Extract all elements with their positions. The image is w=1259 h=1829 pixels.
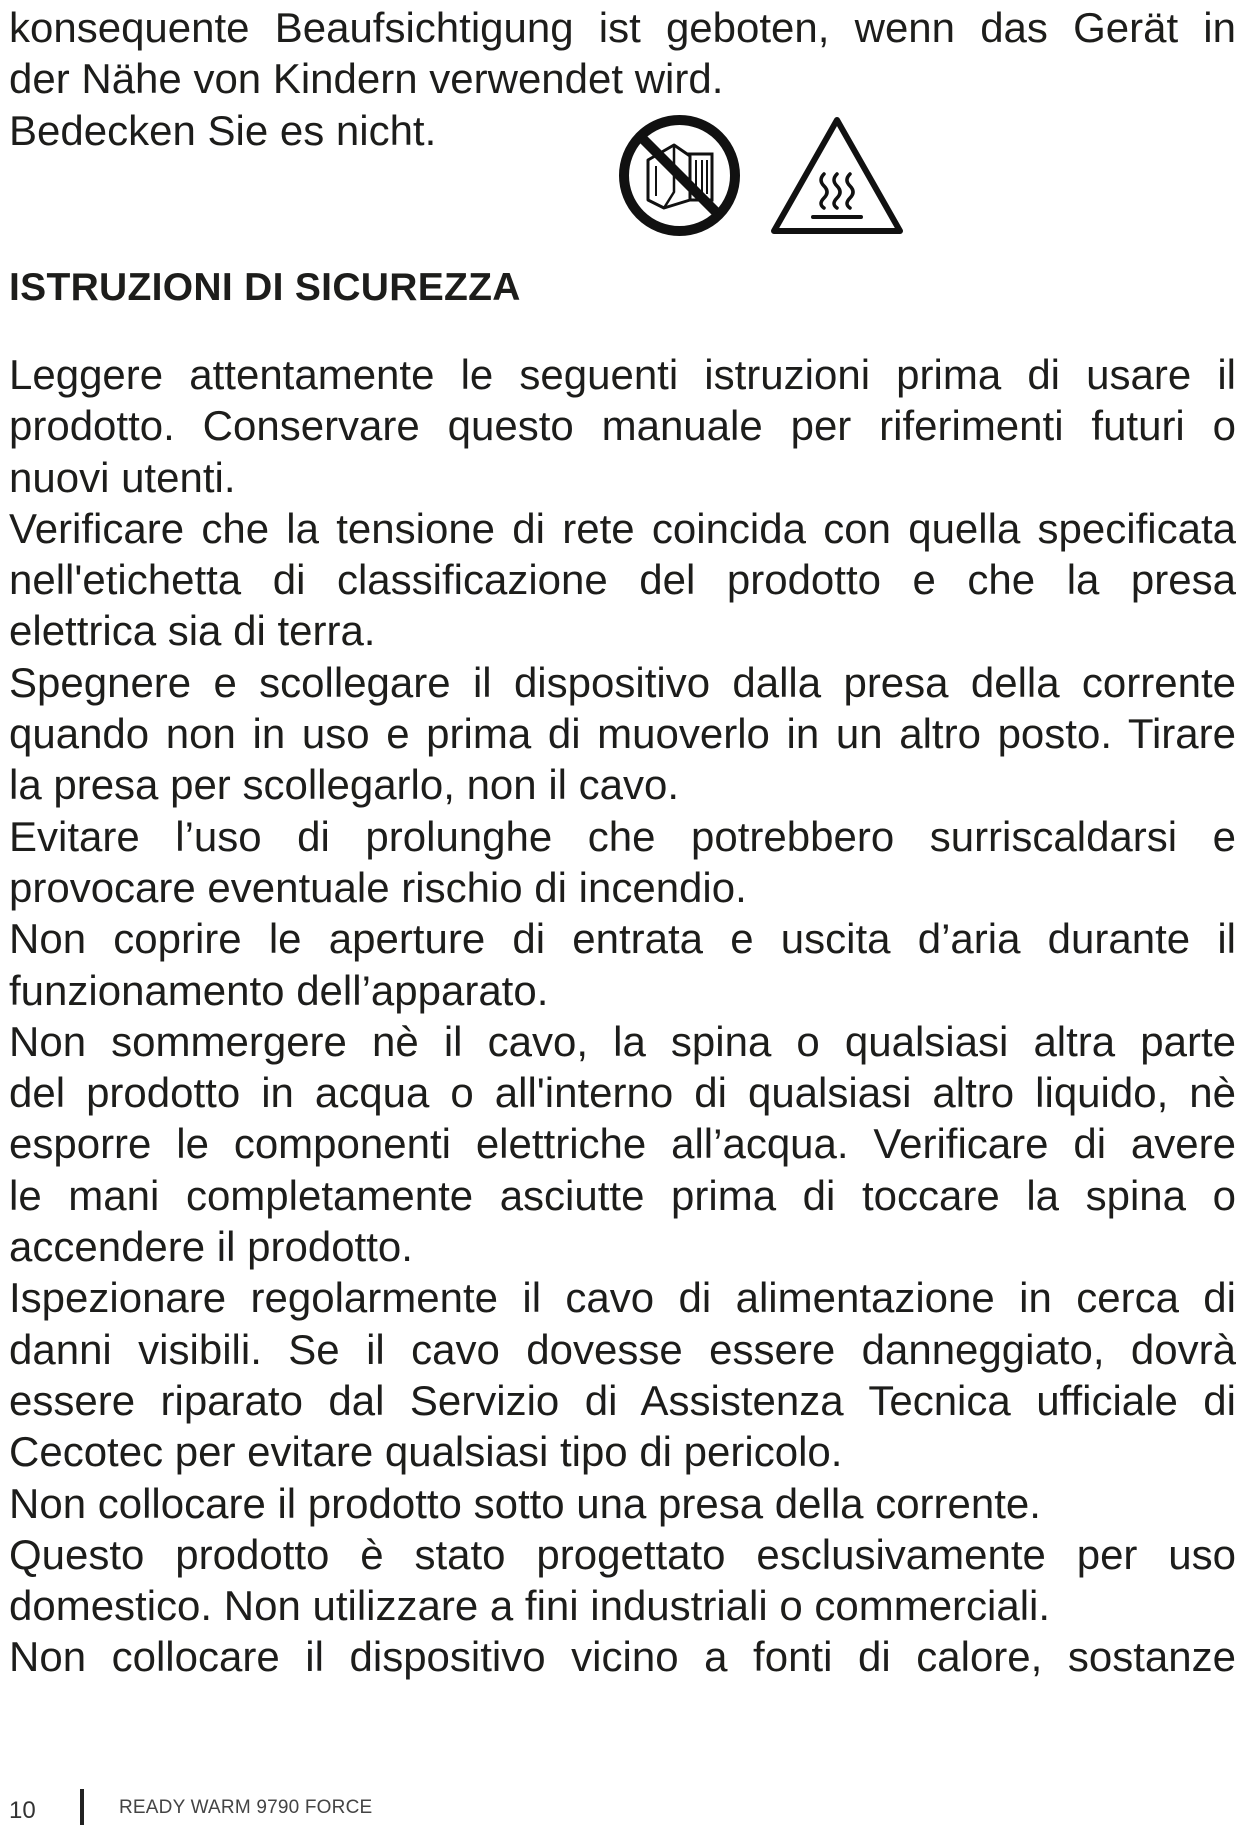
text-line: Verificare che la tensione di rete coincida con quella specificata	[9, 504, 1236, 552]
text-line: Evitare l’uso di prolunghe che potrebbero surriscaldarsi e	[9, 812, 1236, 860]
paragraph	[9, 811, 1236, 914]
text-line: Non collocare il dispositivo vicino a fonti di calore, sostanze	[9, 1633, 1236, 1681]
text-line: Cecotec per evitare qualsiasi tipo di pericolo.	[9, 1428, 843, 1476]
no-cover-icon	[618, 114, 741, 237]
paragraph	[9, 503, 1236, 657]
text-line: Ispezionare regolarmente il cavo di alimentazione in cerca di	[9, 1274, 1236, 1322]
paragraph	[9, 349, 1236, 503]
text-line: Non collocare il prodotto sotto una presa della corrente.	[9, 1479, 1041, 1527]
text-line: funzionamento dell’apparato.	[9, 966, 549, 1014]
paragraph	[9, 1631, 1236, 1682]
text-line: la presa per scollegarlo, non il cavo.	[9, 761, 680, 809]
text-line: prodotto. Conservare questo manuale per riferimenti futuri o	[9, 402, 1236, 450]
paragraph	[9, 2, 1236, 105]
text-line: danni visibili. Se il cavo dovesse essere danneggiato, dovrà	[9, 1325, 1236, 1373]
footer-divider	[80, 1789, 84, 1825]
text-line: accendere il prodotto.	[9, 1223, 413, 1271]
text-line: nuovi utenti.	[9, 453, 236, 501]
text-line: Questo prodotto è stato progettato esclusivamente per uso	[9, 1530, 1236, 1578]
text-line: essere riparato dal Servizio di Assistenza Tecnica ufficiale di	[9, 1376, 1236, 1424]
text-line: elettrica sia di terra.	[9, 607, 376, 655]
text-line: provocare eventuale rischio di incendio.	[9, 863, 747, 911]
hot-surface-icon	[769, 114, 905, 237]
text-line: Leggere attentamente le seguenti istruzioni prima di usare il	[9, 351, 1236, 398]
text-line: domestico. Non utilizzare a fini industriali o commerciali.	[9, 1582, 1051, 1630]
text-line: le mani completamente asciutte prima di toccare la spina o	[9, 1171, 1236, 1219]
section-heading: ISTRUZIONI DI SICUREZZA	[9, 266, 521, 309]
paragraph	[9, 657, 1236, 811]
text-line: Non sommergere nè il cavo, la spina o qualsiasi altra parte	[9, 1017, 1236, 1065]
text-line: Non coprire le aperture di entrata e uscita d’aria durante il	[9, 915, 1236, 963]
text-line: konsequente Beaufsichtigung ist geboten, wenn das Gerät in	[9, 4, 1236, 51]
product-name: READY WARM 9790 FORCE	[119, 1797, 373, 1818]
paragraph	[9, 1272, 1236, 1477]
text-line: der Nähe von Kindern verwendet wird.	[9, 55, 724, 103]
text-line: esporre le componenti elettriche all’acqua. Verificare di avere	[9, 1120, 1236, 1168]
text-line: Spegnere e scollegare il dispositivo dalla presa della corrente	[9, 658, 1236, 706]
page-number: 10	[9, 1797, 36, 1824]
paragraph	[9, 1529, 1236, 1632]
text-line: del prodotto in acqua o all'interno di qualsiasi altro liquido, nè	[9, 1069, 1236, 1117]
safety-instructions	[9, 349, 1236, 1683]
paragraph	[9, 1478, 1236, 1529]
text-line: nell'etichetta di classificazione del prodotto e che la presa	[9, 556, 1236, 604]
text-line: Bedecken Sie es nicht.	[9, 106, 437, 154]
paragraph	[9, 913, 1236, 1016]
paragraph	[9, 1016, 1236, 1272]
text-line: quando non in uso e prima di muoverlo in un altro posto. Tirare	[9, 710, 1236, 758]
